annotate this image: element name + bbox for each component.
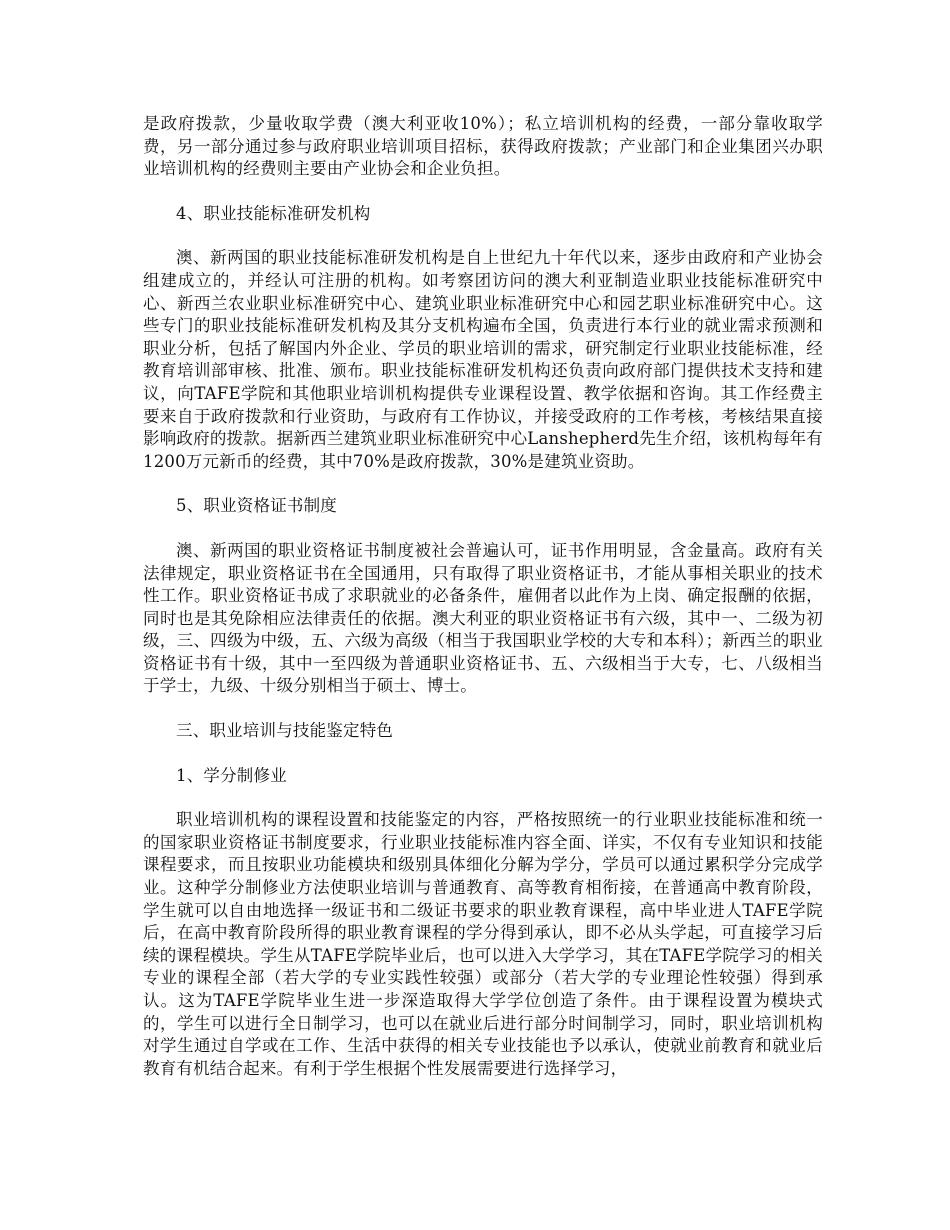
paragraph-credit-system: 职业培训机构的课程设置和技能鉴定的内容，严格按照统一的行业职业技能标准和统一的国家职业资格证书制度要求，行业职业技能标准内容全面、详实，不仅有专业知识和技能课程要求，而且按职业功能模块和级别具体细化分解为学分，学员可以通过累积学分完成学业。这种学分制修业方法使职业培训与普通教育、高等教育相衔接，在普通高中教育阶段，学生就可以自由地选择一级证书和二级证书要求的职业教育课程，高中毕业进人TAFE学院后，在高中教育阶段所得的职业教育课程的学分得到承认，即不必从头学起，可直接学习后续的课程模块。学生从TAFE学院毕业后，也可以进入大学学习，其在TAFE学院学习的相关专业的课程全部（若大学的专业实践性较强）或部分（若大学的专业理论性较强）得到承认。这为TAFE学院毕业生进一步深造取得大学学位创造了条件。由于课程设置为模块式的，学生可以进行全日制学习，也可以在就业后进行部分时间制学习，同时，职业培训机构对学生通过自学或在工作、生活中获得的相关专业技能也予以承认，使就业前教育和就业后教育有机结合起来。有利于学生根据个性发展需要进行选择学习，	[143, 810, 823, 1078]
heading-credit-system: 1、学分制修业	[176, 765, 287, 785]
paragraph-funding-continued: 是政府拨款，少量收取学费（澳大利亚收10%）；私立培训机构的经费，一部分靠收取学费，另一部分通过参与政府职业培训项目招标，获得政府拨款；产业部门和企业集团兴办职业培训机构的经费则主要由产业协会和企业负担。	[143, 114, 823, 179]
heading-certificate-system: 5、职业资格证书制度	[176, 496, 337, 516]
document-body	[143, 113, 823, 1080]
heading-standards-bodies: 4、职业技能标准研发机构	[176, 203, 371, 223]
heading-section-three: 三、职业培训与技能鉴定特色	[176, 721, 394, 741]
paragraph-certificate-system: 澳、新两国的职业资格证书制度被社会普遍认可，证书作用明显，含金量高。政府有关法律规定，职业资格证书在全国通用，只有取得了职业资格证书，才能从事相关职业的技术性工作。职业资格证书成了求职就业的必备条件，雇佣者以此作为上岗、确定报酬的依据，同时也是其免除相应法律责任的依据。澳大利亚的职业资格证书有六级，其中一、二级为初级，三、四级为中级，五、六级为高级（相当于我国职业学校的大专和本科）；新西兰的职业资格证书有十级，其中一至四级为普通职业资格证书、五、六级相当于大专，七、八级相当于学士，九级、十级分别相当于硕士、博士。	[143, 540, 823, 696]
paragraph-standards-bodies: 澳、新两国的职业技能标准研发机构是自上世纪九十年代以来，逐步由政府和产业协会组建成立的，并经认可注册的机构。如考察团访问的澳大利亚制造业职业技能标准研究中心、新西兰农业职业标准研究中心、建筑业职业标准研究中心和园艺职业标准研究中心。这些专门的职业技能标准研发机构及其分支机构遍布全国，负责进行本行业的就业需求预测和职业分析，包括了解国内外企业、学员的职业培训的需求，研究制定行业职业技能标准，经教育培训部审核、批准、颁布。职业技能标准研发机构还负责向政府部门提供技术支持和建议，向TAFE学院和其他职业培训机构提供专业课程设置、教学依据和咨询。其工作经费主要来自于政府拨款和行业资助，与政府有工作协议，并接受政府的工作考核，考核结果直接影响政府的拨款。据新西兰建筑业职业标准研究中心Lanshepherd先生介绍，该机构每年有1200万元新币的经费，其中70%是政府拨款，30%是建筑业资助。	[143, 248, 823, 471]
